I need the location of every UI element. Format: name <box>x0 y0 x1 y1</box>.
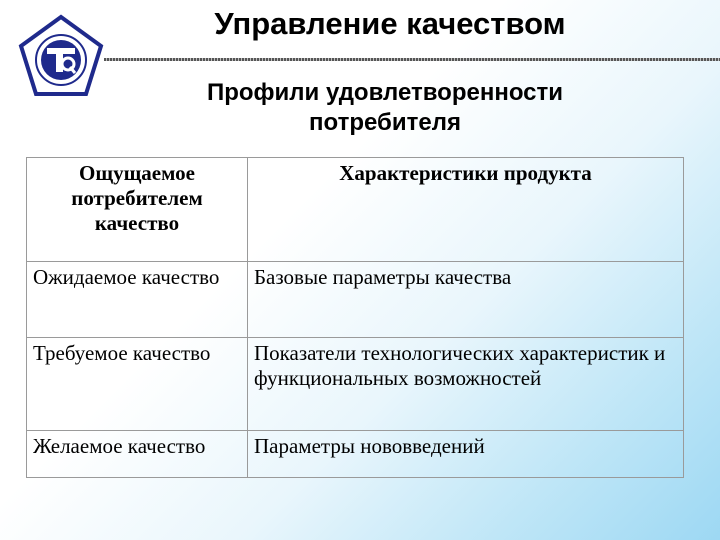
table-header-row <box>27 158 684 262</box>
table-row <box>27 338 684 431</box>
quality-cell: Ожидаемое качество <box>27 262 248 338</box>
header-perceived-quality: Ощущаемое потребителем качество <box>27 158 248 262</box>
tq-logo-icon <box>18 14 104 100</box>
quality-cell: Желаемое качество <box>27 431 248 478</box>
page-title: Управление качеством <box>214 6 566 41</box>
characteristics-cell: Показатели технологических характеристик и функциональных возможностей <box>248 338 684 431</box>
characteristics-cell: Параметры нововведений <box>248 431 684 478</box>
table-row <box>27 262 684 338</box>
quality-cell: Требуемое качество <box>27 338 248 431</box>
header-product-characteristics: Характеристики продукта <box>248 158 684 262</box>
characteristics-cell: Базовые параметры качества <box>248 262 684 338</box>
slide-subtitle: Профили удовлетворенности потребителя <box>206 79 564 136</box>
table-row <box>27 431 684 478</box>
title-divider <box>104 58 720 61</box>
satisfaction-profile-table <box>26 157 684 478</box>
